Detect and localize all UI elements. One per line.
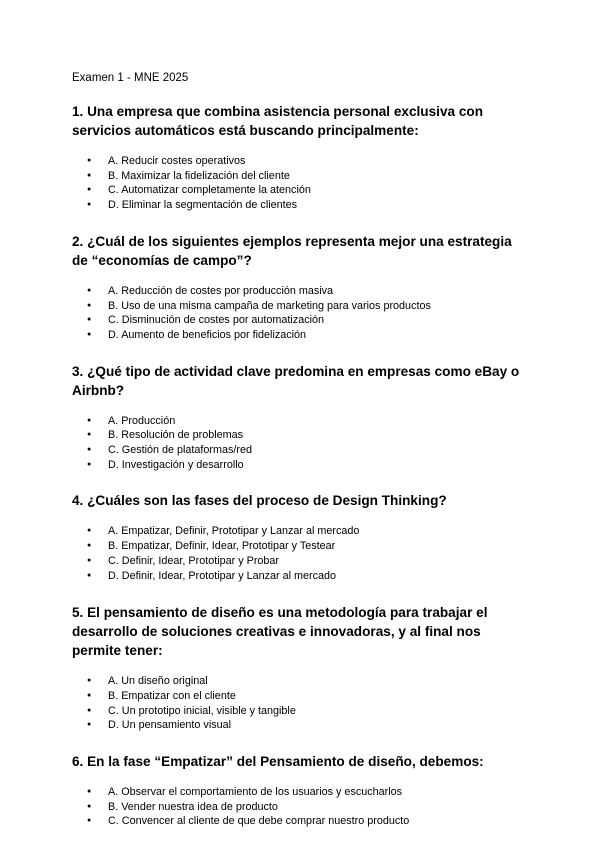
- options-list: [72, 524, 600, 583]
- question-2: [72, 232, 600, 343]
- option-c: ● C. Gestión de plataformas/red: [72, 443, 600, 458]
- question-text: 6. En la fase “Empatizar” del Pensamiento de diseño, debemos:: [72, 754, 484, 770]
- option-a: ● A. Reducir costes operativos: [72, 154, 600, 169]
- option-b: ● B. Empatizar con el cliente: [72, 689, 600, 704]
- document-title: Examen 1 - MNE 2025: [72, 72, 189, 84]
- option-c: ● C. Definir, Idear, Prototipar y Probar: [72, 554, 600, 569]
- option-a: ● A. Un diseño original: [72, 674, 600, 689]
- option-d: ● D. Eliminar la segmentación de clientes: [72, 198, 600, 213]
- options-list: [72, 414, 600, 473]
- question-text: 5. El pensamiento de diseño es una metodología para trabajar el desarrollo de soluciones creativas e innovadoras, y al final nos permite tener:: [72, 605, 488, 659]
- option-a: ● A. Empatizar, Definir, Prototipar y Lanzar al mercado: [72, 524, 600, 539]
- question-1: [72, 102, 600, 213]
- option-a: ● A. Observar el comportamiento de los usuarios y escucharlos: [72, 785, 600, 800]
- option-b: ● B. Maximizar la fidelización del cliente: [72, 169, 600, 184]
- option-c: ● C. Automatizar completamente la atención: [72, 183, 600, 198]
- question-4: [72, 491, 600, 583]
- option-b: ● B. Uso de una misma campaña de marketing para varios productos: [72, 299, 600, 314]
- option-d: ● D. Investigación y desarrollo: [72, 458, 600, 473]
- option-d: ● D. Definir, Idear, Prototipar y Lanzar al mercado: [72, 569, 600, 584]
- option-c: ● C. Disminución de costes por automatización: [72, 313, 600, 328]
- question-5: [72, 603, 600, 733]
- options-list: [72, 284, 600, 343]
- options-list: [72, 154, 600, 213]
- question-text: 3. ¿Qué tipo de actividad clave predomina en empresas como eBay o Airbnb?: [72, 363, 520, 398]
- question-text: 4. ¿Cuáles son las fases del proceso de Design Thinking?: [72, 493, 447, 509]
- question-text: 2. ¿Cuál de los siguientes ejemplos representa mejor una estrategia de “economías de campo”?: [72, 233, 512, 268]
- option-d: ● D. Un pensamiento visual: [72, 718, 600, 733]
- option-b: ● B. Vender nuestra idea de producto: [72, 800, 600, 815]
- options-list: [72, 785, 600, 829]
- question-text: 1. Una empresa que combina asistencia personal exclusiva con servicios automáticos está buscando principalmente:: [72, 104, 484, 138]
- option-b: ● B. Resolución de problemas: [72, 428, 600, 443]
- option-d: ● D. Aumento de beneficios por fidelización: [72, 328, 600, 343]
- option-b: ● B. Empatizar, Definir, Idear, Prototipar y Testear: [72, 539, 600, 554]
- option-a: ● A. Reducción de costes por producción masiva: [72, 284, 600, 299]
- option-c: ● C. Convencer al cliente de que debe comprar nuestro producto: [72, 814, 600, 829]
- question-6: [72, 752, 600, 829]
- question-3: [72, 362, 600, 473]
- option-a: ● A. Producción: [72, 414, 600, 429]
- options-list: [72, 674, 600, 733]
- option-c: ● C. Un prototipo inicial, visible y tangible: [72, 704, 600, 719]
